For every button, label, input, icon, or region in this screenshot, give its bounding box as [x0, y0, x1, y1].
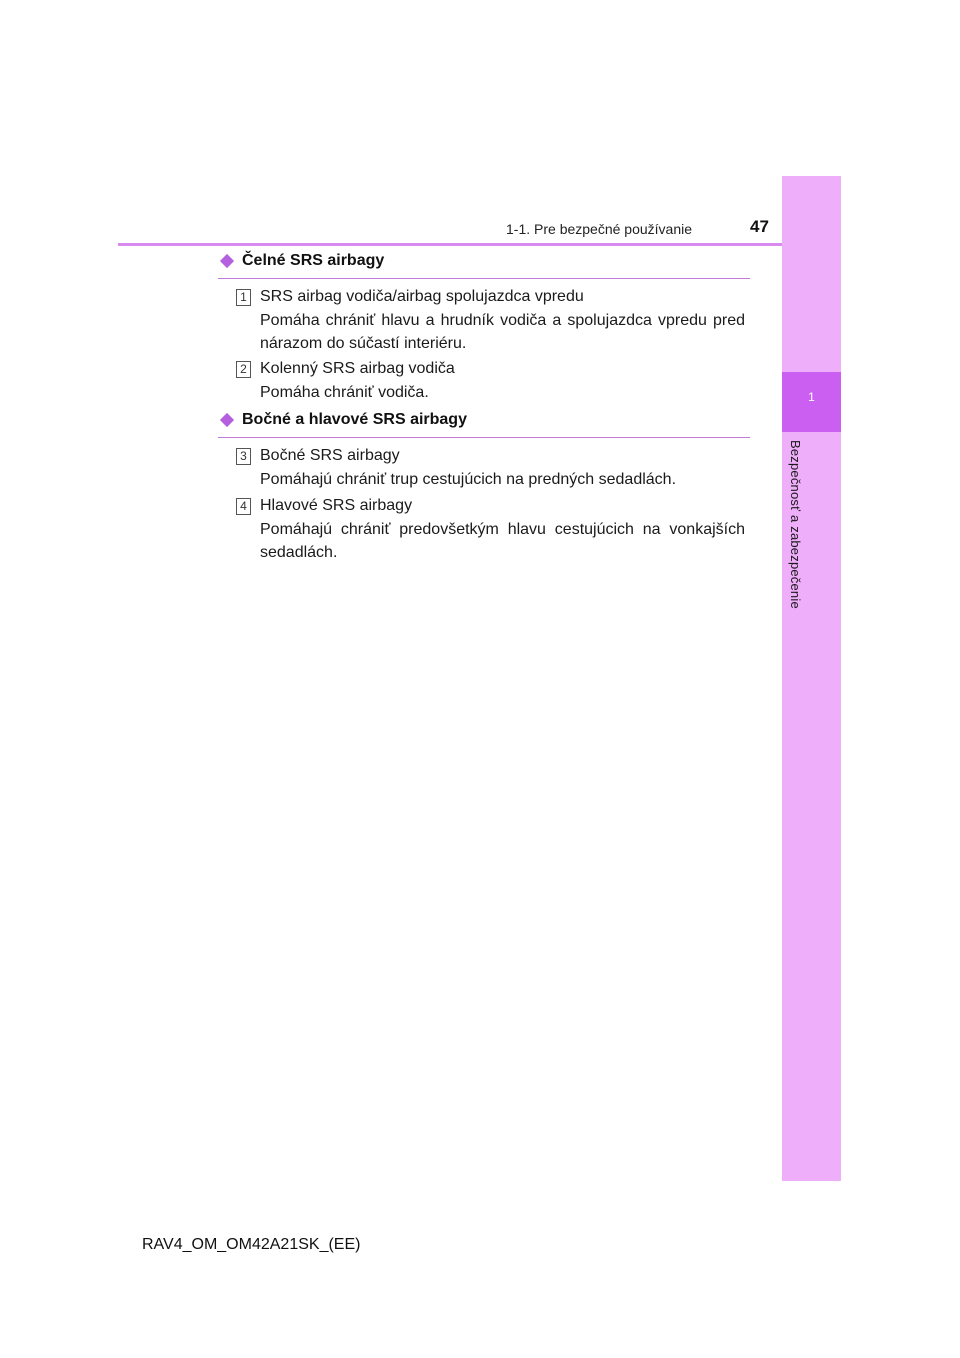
item-description: Pomáhajú chrániť trup cestujúcich na predných sedadlách. — [260, 471, 677, 488]
diamond-bullet-icon — [220, 413, 234, 427]
section-heading-frontal-airbags — [218, 254, 750, 279]
item-title: Bočné SRS airbagy — [260, 447, 400, 464]
document-code: RAV4_OM_OM42A21SK_(EE) — [142, 1236, 361, 1253]
item-description: Pomáhajú chrániť predovšetkým hlavu cestujúcich na vonkajších sedadlách. — [260, 521, 745, 561]
item-title: Kolenný SRS airbag vodiča — [260, 360, 455, 377]
item-number-marker: 1 — [236, 289, 251, 306]
chapter-label: Bezpečnosť a zabezpečenie — [788, 440, 803, 609]
section-heading-side-curtain-airbags — [218, 413, 750, 438]
chapter-number: 1 — [808, 390, 815, 404]
item-number-marker: 2 — [236, 361, 251, 378]
section-heading-text: Bočné a hlavové SRS airbagy — [242, 411, 467, 428]
item-description: Pomáha chrániť vodiča. — [260, 384, 429, 401]
section-heading-text: Čelné SRS airbagy — [242, 252, 385, 269]
item-title: SRS airbag vodiča/airbag spolujazdca vpredu — [260, 288, 584, 305]
item-title: Hlavové SRS airbagy — [260, 497, 413, 514]
item-number-marker: 3 — [236, 448, 251, 465]
header-section-title: 1-1. Pre bezpečné používanie — [506, 221, 693, 237]
diamond-bullet-icon — [220, 254, 234, 268]
item-number-marker: 4 — [236, 498, 251, 515]
item-description: Pomáha chrániť hlavu a hrudník vodiča a spolujazdca vpredu pred nárazom do súčastí interiéru. — [260, 312, 745, 352]
header-divider — [118, 243, 841, 246]
page-number: 47 — [750, 217, 769, 236]
side-tab-strip — [782, 176, 841, 1181]
